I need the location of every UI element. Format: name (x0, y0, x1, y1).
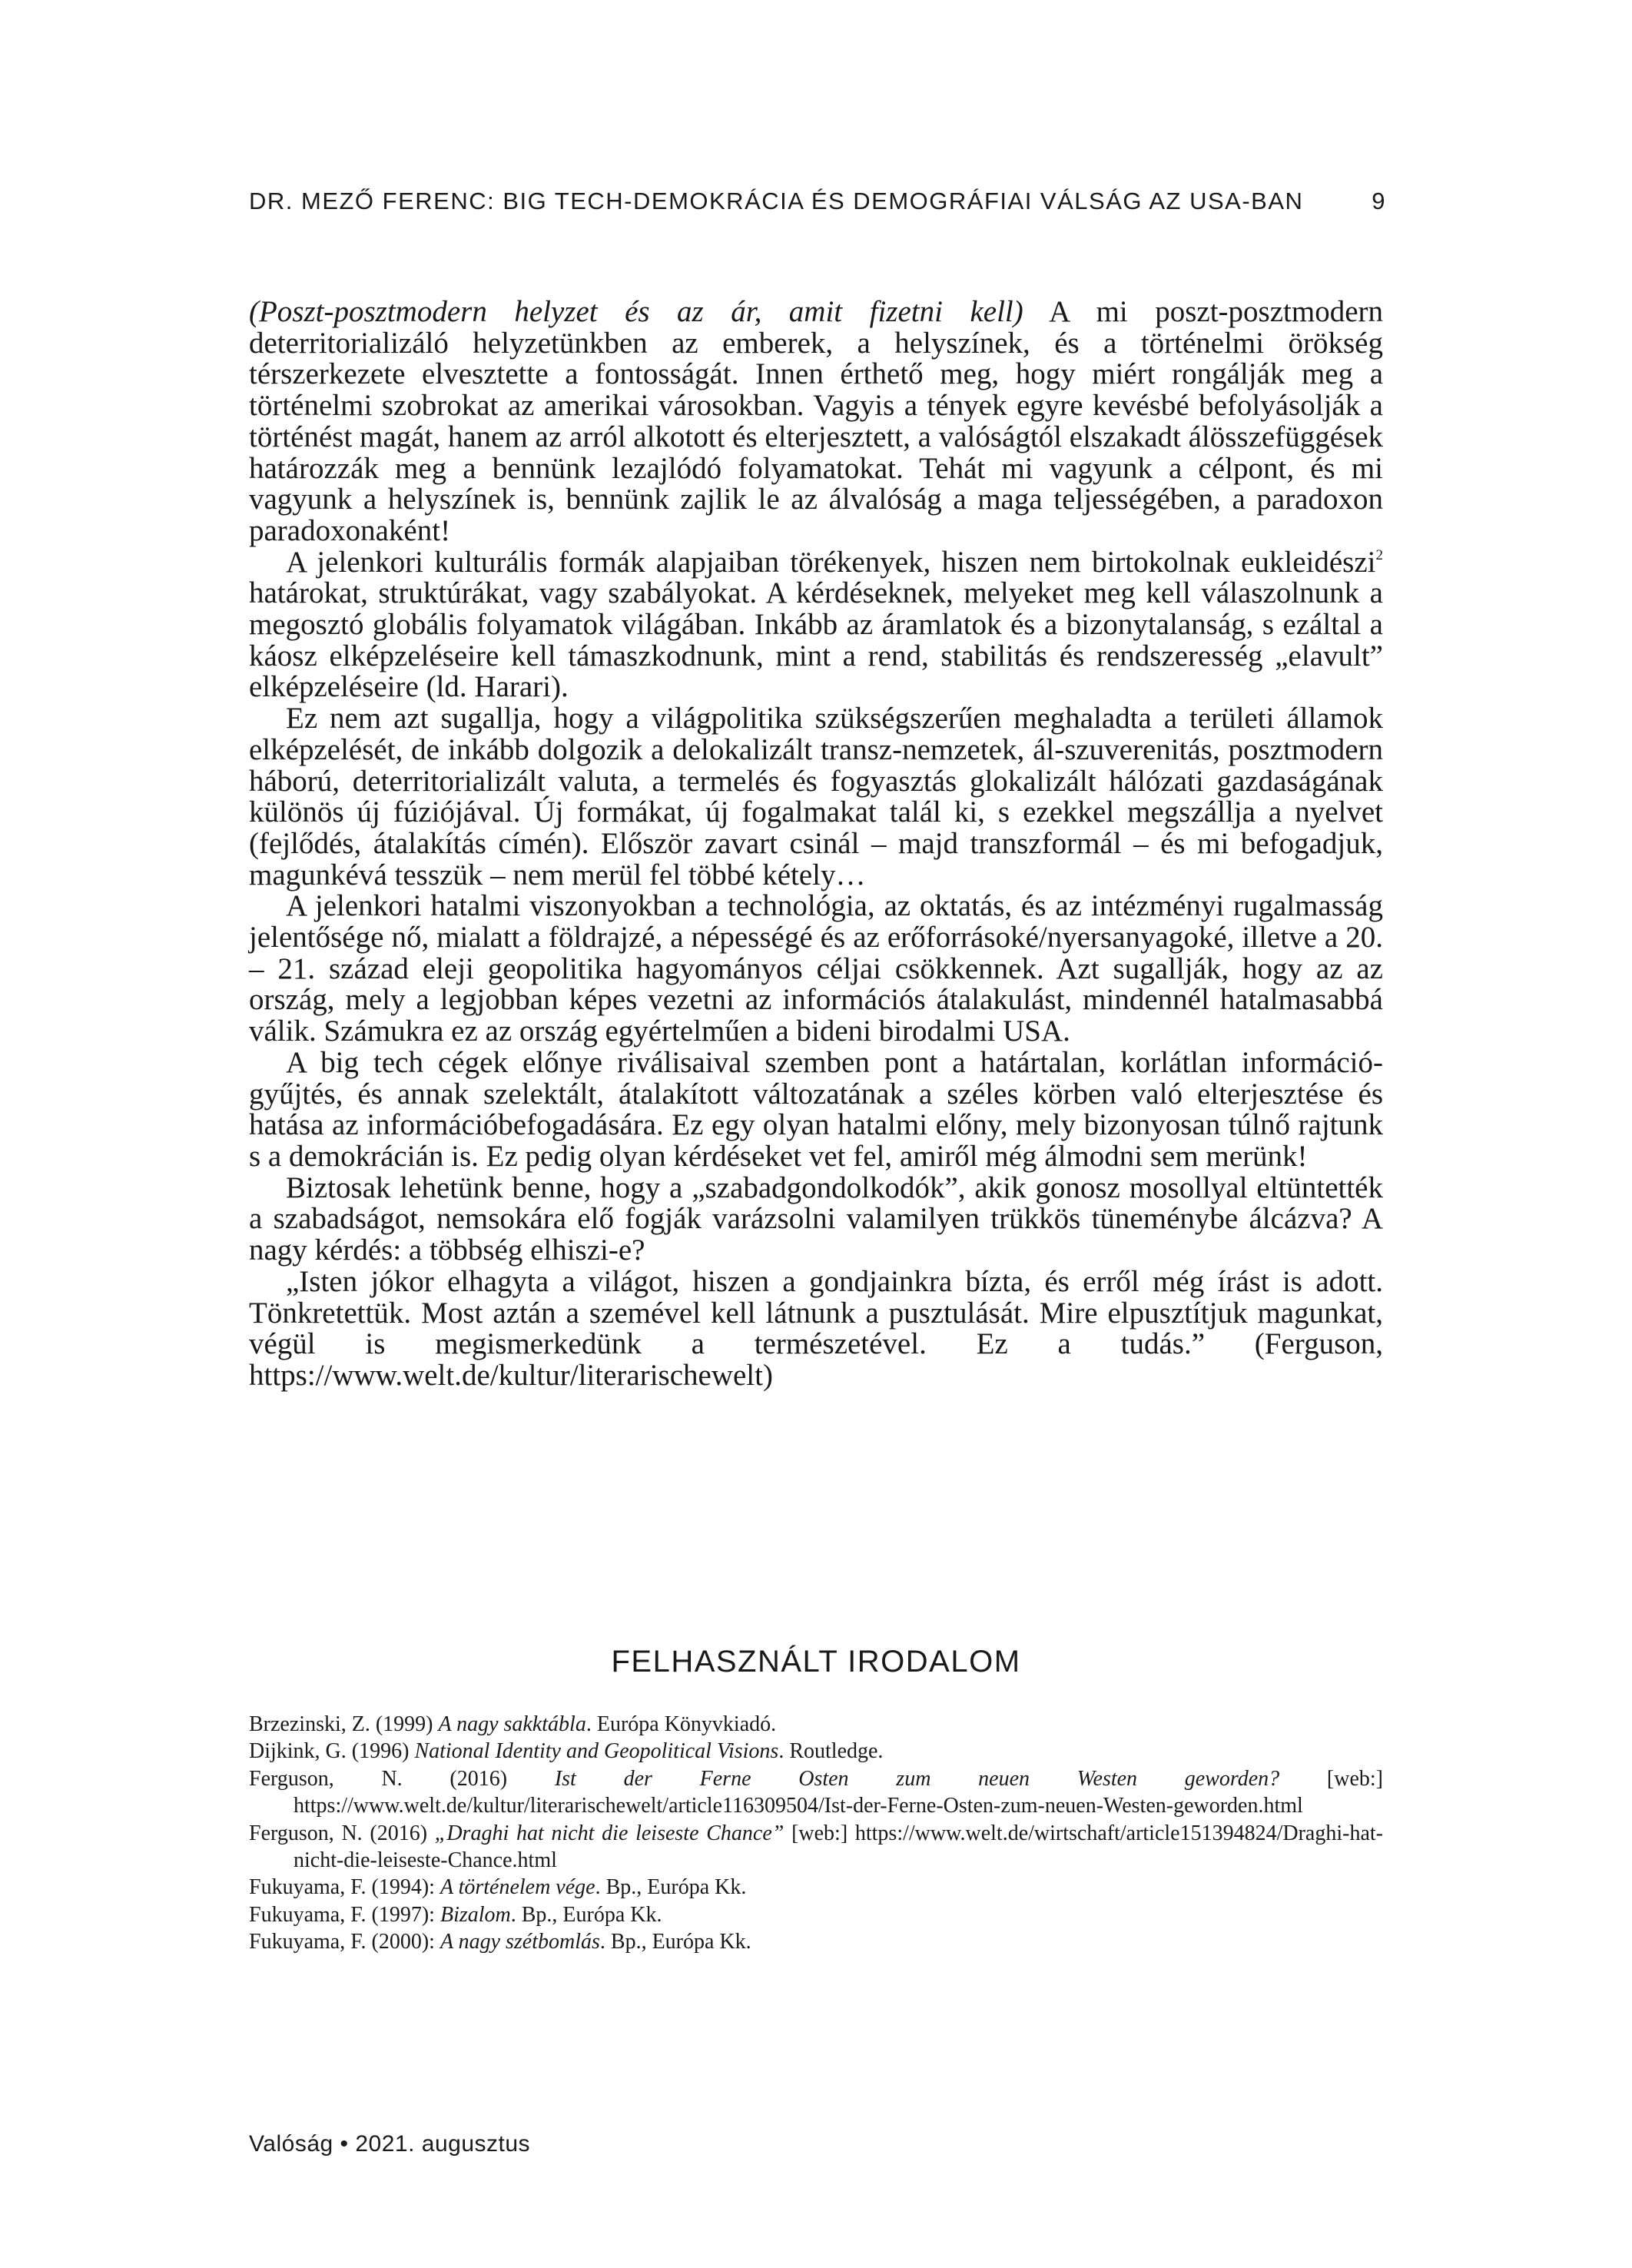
reference-publisher: . Routledge. (778, 1739, 884, 1764)
reference-publisher: . Európa Könyvkiadó. (585, 1712, 777, 1736)
page-number: 9 (1372, 188, 1386, 214)
reference-item (249, 1711, 1383, 1738)
reference-title: A nagy szétbomlás (440, 1930, 600, 1954)
page-footer: Valóság • 2021. augusztus (249, 2131, 531, 2157)
reference-link: [web:] https://www.welt.de/wirtschaft/article151394824/Draghi-hat-nicht-die-leiseste-Chance.html (294, 1821, 1383, 1873)
reference-title: National Identity and Geopolitical Visions (414, 1739, 779, 1764)
reference-link: [web:] https://www.welt.de/kultur/literarischewelt/article116309504/Ist-der-Ferne-Osten-zum-neuen-Westen-geworden.html (294, 1766, 1384, 1818)
running-header (249, 188, 1386, 215)
reference-author: Ferguson, N. (2016) (249, 1766, 555, 1791)
paragraph-2-text-before: A jelenkori kulturális formák alapjaiban törékenyek, hiszen nem birtokolnak eukleidészi (286, 545, 1376, 579)
reference-author: Brzezinski, Z. (1999) (249, 1712, 439, 1736)
paragraph-1-text: A mi poszt-posztmodern deterritorializáló helyzetünkben az emberek, a helyszínek, és a történelmi örökség térszerkezete elvesztette a fontosságát. Innen érthető meg, hogy miért rongálják meg a történelmi szobrokat az amerikai városokban. Vagyis a tények egyre kevésbé befolyásolják a történést magát, hanem az arról alkotott és elterjesztett, a valóságtól elszakadt álösszefüggések határozzák meg a bennünk lezajlódó folyamatokat. Tehát mi vagyunk a célpont, és mi vagyunk a helyszínek is, bennünk zajlik le az álvalóság a maga teljességében, a paradoxon paradoxonaként! (249, 295, 1384, 547)
reference-author: Ferguson, N. (2016) (249, 1821, 435, 1845)
reference-item (249, 1738, 1383, 1765)
reference-author: Fukuyama, F. (1997): (249, 1902, 440, 1927)
reference-author: Dijkink, G. (1996) (249, 1739, 415, 1764)
reference-item (249, 1874, 1383, 1901)
paragraph-4: A jelenkori hatalmi viszonyokban a technológia, az oktatás, és az intézményi rugalmasság jelentősége nő, mialatt a földrajzé, a népességé és az erőforrásoké/nyersanyagoké, illetve a 20. – 21. század eleji geopolitika hagyományos céljai csökkennek. Azt sugallják, hogy az az ország, mely a legjobban képes vezetni az információs átalakulást, mindennél hatalmasabbá válik. Számukra ez az ország egyértelműen a bideni birodalmi USA. (249, 889, 1383, 1048)
paragraph-3: Ez nem azt sugallja, hogy a világpolitika szükségszerűen meghaladta a területi államok elképzelését, de inkább dolgozik a delokalizált transz-nemzetek, ál-szuverenitás, posztmodern háború, deterritorializált valuta, a termelés és fogyasztás glokalizált hálózati gazdaságának különös új fúziójával. Új formákat, új fogalmakat talál ki, s ezekkel megszállja a nyelvet (fejlődés, átalakítás címén). Először zavart csinál – majd transzformál – és mi befogadjuk, magunkévá tesszük – nem merül fel többé kétely… (249, 702, 1383, 892)
reference-item (249, 1928, 1383, 1955)
reference-title: „Draghi hat nicht die leiseste Chance” (434, 1821, 784, 1845)
paragraph-2-text-after: határokat, struktúrákat, vagy szabályokat. A kérdéseknek, melyeket meg kell válaszolnunk a megosztó globális folyamatok világában. Inkább az áramlatok és a bizonytalanság, s ezáltal a káosz elképzeléseire kell támaszkodnunk, mint a rend, stabilitás és rendszeresség „elavult” elképzeléseire (ld. Harari). (249, 576, 1383, 704)
reference-item (249, 1901, 1383, 1928)
reference-publisher: . Bp., Európa Kk. (599, 1930, 751, 1954)
paragraph-1 (249, 297, 1383, 547)
paragraph-2 (249, 547, 1383, 704)
reference-author: Fukuyama, F. (1994): (249, 1875, 440, 1900)
running-title: DR. MEZŐ FERENC: BIG TECH-DEMOKRÁCIA ÉS DEMOGRÁFIAI VÁLSÁG AZ USA-BAN (249, 188, 1304, 214)
reference-title: A nagy sakktábla (438, 1712, 586, 1736)
reference-author: Fukuyama, F. (2000): (249, 1930, 440, 1954)
reference-publisher: . Bp., Európa Kk. (510, 1902, 662, 1927)
paragraph-1-italic-lead: (Poszt-posztmodern helyzet és az ár, amit fizetni kell) (249, 295, 1023, 328)
paragraph-5: A big tech cégek előnye riválisaival szemben pont a határtalan, korlátlan információgyűjtés, és annak szelektált, átalakított változatának a széles körben való elterjesztése és hatása az információbefogadására. Ez egy olyan hatalmi előny, mely bizonyosan túlnő rajtunk s a demokrácián is. Ez pedig olyan kérdéseket vet fel, amiről még álmodni sem merünk! (249, 1045, 1383, 1173)
reference-title: Bizalom (440, 1902, 511, 1927)
footnote-reference: 2 (1375, 546, 1383, 563)
references-heading: FELHASZNÁLT IRODALOM (611, 1645, 1021, 1679)
article-body (249, 297, 1383, 1392)
references-list (249, 1711, 1383, 1956)
reference-item (249, 1765, 1383, 1820)
paragraph-7: „Isten jókor elhagyta a világot, hiszen a gondjainkra bízta, és erről még írást is adott. Tönkretettük. Most aztán a szemével kell látnunk a pusztulását. Mire elpusztítjuk magunkat, végül is megismerkedünk a természetével. Ez a tudás.” (Ferguson, https://www.welt.de/kultur/literarischewelt) (249, 1264, 1383, 1392)
paragraph-6: Biztosak lehetünk benne, hogy a „szabadgondolkodók”, akik gonosz mosollyal eltüntették a szabadságot, nemsokára elő fogják varázsolni valamilyen trükkös tüneménybe álcázva? A nagy kérdés: a többség elhiszi-e? (249, 1171, 1383, 1267)
reference-publisher: . Bp., Európa Kk. (595, 1875, 747, 1900)
reference-title: A történelem vége (440, 1875, 595, 1900)
reference-item (249, 1820, 1383, 1875)
reference-title: Ist der Ferne Osten zum neuen Westen geworden? (554, 1766, 1280, 1791)
